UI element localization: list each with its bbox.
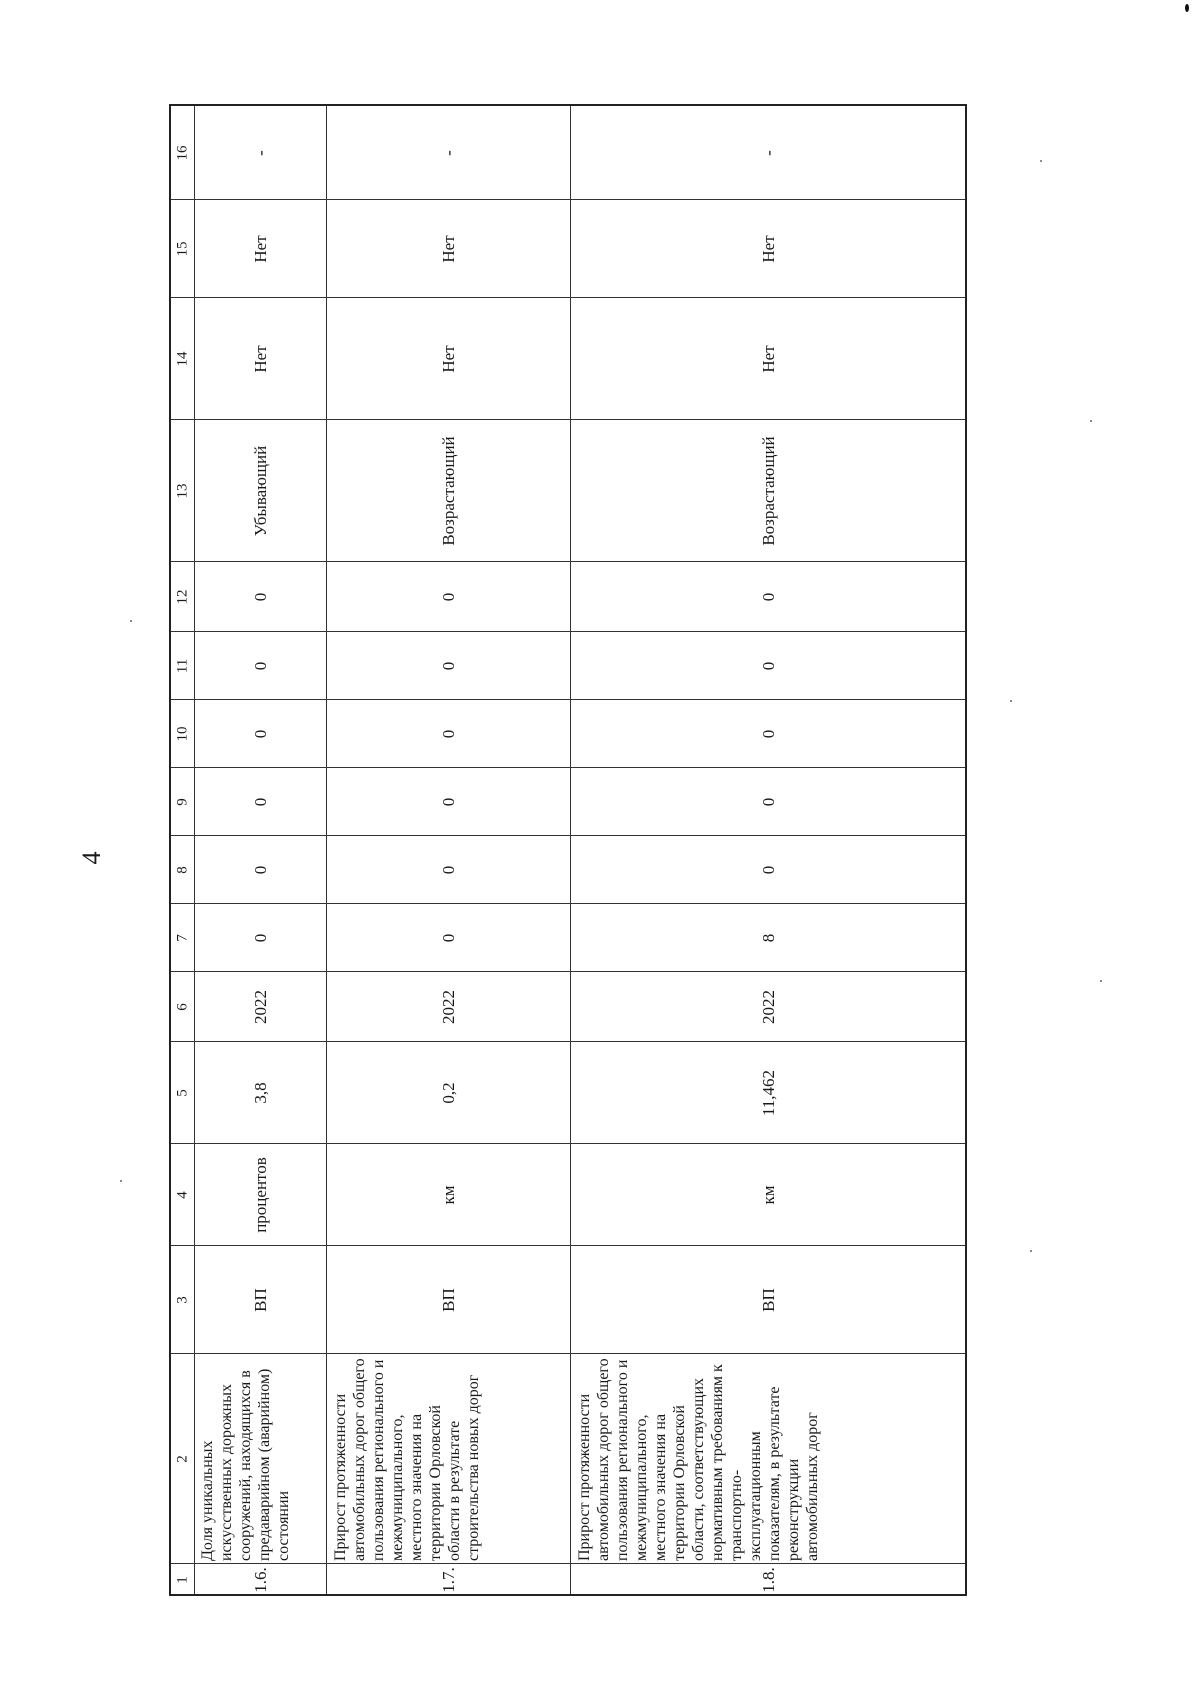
unit-cell: км — [571, 1144, 967, 1246]
value-col-15: Нет — [195, 200, 327, 298]
indicator-name: Прирост протяженности автомобильных дорог общего пользования регионального и межмуниципального, местного значения на территории Орловской области в результате строительства новых дорог — [327, 1354, 571, 1564]
value-col-12: 0 — [571, 562, 967, 632]
header-col-14: 14 — [171, 298, 195, 420]
row-number: 1.6. — [195, 1564, 327, 1596]
value-col-16: - — [327, 106, 571, 200]
value-col-9: 0 — [571, 768, 967, 836]
header-col-12: 12 — [171, 562, 195, 632]
base-year-cell: 2022 — [195, 972, 327, 1042]
header-col-8: 8 — [171, 836, 195, 904]
base-value-cell: 0,2 — [327, 1042, 571, 1144]
header-col-3: 3 — [171, 1246, 195, 1354]
value-col-7: 0 — [327, 904, 571, 972]
value-col-14: Нет — [195, 298, 327, 420]
value-col-16: - — [195, 106, 327, 200]
indicators-table — [169, 104, 967, 1596]
value-col-11: 0 — [195, 632, 327, 700]
value-col-15: Нет — [571, 200, 967, 298]
header-col-7: 7 — [171, 904, 195, 972]
header-col-13: 13 — [171, 420, 195, 562]
value-col-15: Нет — [327, 200, 571, 298]
scan-speck — [1090, 420, 1092, 422]
header-col-16: 16 — [171, 106, 195, 200]
row-number: 1.8. — [759, 1567, 778, 1593]
value-col-14: Нет — [571, 298, 967, 420]
value-col-11: 0 — [327, 632, 571, 700]
value-col-11: 0 — [571, 632, 967, 700]
value-col-9: 0 — [195, 768, 327, 836]
header-col-4: 4 — [171, 1144, 195, 1246]
unit-cell: процентов — [195, 1144, 327, 1246]
value-col-10: 0 — [195, 700, 327, 768]
level-cell: ВП — [195, 1246, 327, 1354]
value-col-8: 0 — [195, 836, 327, 904]
trend-cell: Возрастающий — [327, 420, 571, 562]
indicator-name: Доля уникальных искусственных дорожных сооружений, находящихся в предаварийном (аварийном) состоянии — [195, 1354, 327, 1564]
trend-cell: Возрастающий — [571, 420, 967, 562]
base-year-cell: 2022 — [327, 972, 571, 1042]
trend-cell: Убывающий — [195, 420, 327, 562]
value-col-10: 0 — [327, 700, 571, 768]
value-col-9: 0 — [327, 768, 571, 836]
base-year-cell: 2022 — [571, 972, 967, 1042]
header-col-9: 9 — [171, 768, 195, 836]
scan-speck — [1040, 160, 1042, 162]
value-col-8: 0 — [327, 836, 571, 904]
scan-speck — [1100, 980, 1102, 982]
scan-speck — [1185, 4, 1189, 12]
value-col-7: 8 — [571, 904, 967, 972]
scan-speck — [130, 620, 132, 622]
header-col-15: 15 — [171, 200, 195, 298]
scan-speck — [120, 1180, 122, 1182]
value-col-14: Нет — [327, 298, 571, 420]
row-number: 1.7. — [327, 1564, 571, 1596]
header-col-6: 6 — [171, 972, 195, 1042]
scan-speck — [1010, 700, 1012, 702]
value-col-8: 0 — [571, 836, 967, 904]
header-col-1: 1 — [171, 1564, 195, 1596]
header-col-10: 10 — [171, 700, 195, 768]
header-col-11: 11 — [171, 632, 195, 700]
indicator-name: Прирост протяженности автомобильных дорог общего пользования регионального и межмуниципального, местного значения на территории Орловской области, соответствующих нормативным требованиям к транспортно-эксплуатационным показателям, в результате реконструкции автомобильных дорог — [571, 1354, 967, 1564]
value-col-7: 0 — [195, 904, 327, 972]
value-col-12: 0 — [327, 562, 571, 632]
page-number: 4 — [77, 851, 106, 865]
header-col-2: 2 — [171, 1354, 195, 1564]
base-value-cell: 11,462 — [571, 1042, 967, 1144]
unit-cell: км — [327, 1144, 571, 1246]
value-col-16: - — [571, 106, 967, 200]
value-col-12: 0 — [195, 562, 327, 632]
value-col-10: 0 — [571, 700, 967, 768]
level-cell: ВП — [327, 1246, 571, 1354]
header-col-5: 5 — [171, 1042, 195, 1144]
level-cell: ВП — [571, 1246, 967, 1354]
scan-speck — [1030, 1250, 1032, 1252]
base-value-cell: 3,8 — [195, 1042, 327, 1144]
